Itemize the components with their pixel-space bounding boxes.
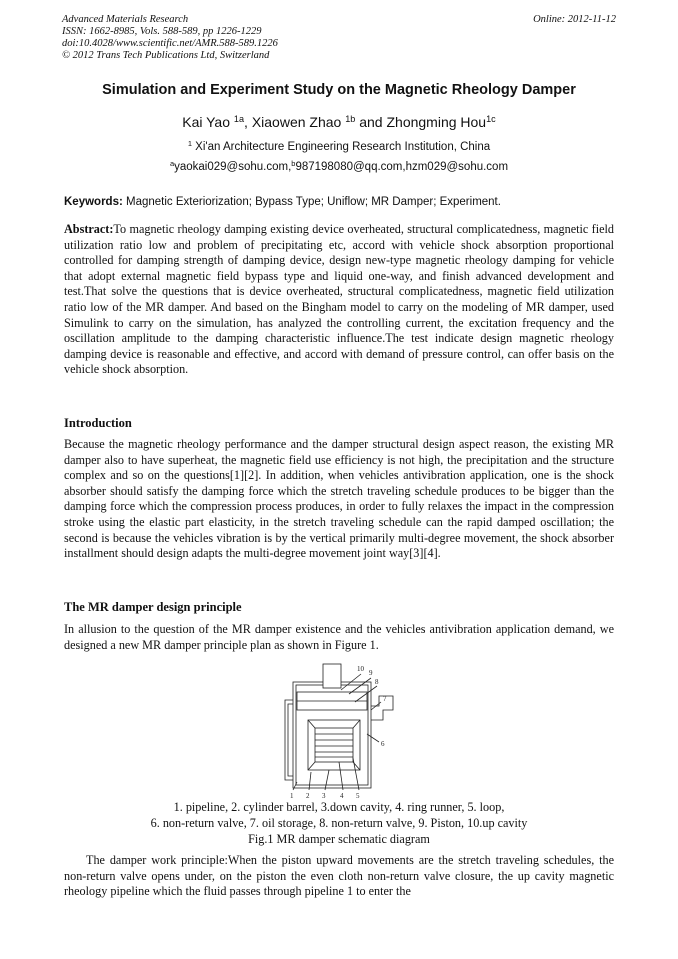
- email-line: [40, 158, 638, 173]
- figure-label: 5: [356, 792, 360, 800]
- piston-rod-shape: [323, 664, 341, 688]
- figure-label: 8: [375, 678, 379, 686]
- figure-label: 10: [357, 665, 364, 673]
- figure-label: 1: [290, 792, 294, 800]
- section-heading-introduction: Introduction: [64, 416, 132, 430]
- abstract: [64, 222, 614, 378]
- design-paragraph: In allusion to the question of the MR damper existence and the vehicles antivibration application demand, we designed a new MR damper principle plan as shown in Figure 1.: [64, 622, 614, 652]
- author-separator: and: [355, 114, 387, 130]
- author-separator: ,: [244, 114, 252, 130]
- figure-label: 2: [306, 792, 310, 800]
- author-name: Xiaowen Zhao: [251, 114, 342, 130]
- figure-label: 6: [381, 740, 385, 748]
- figure-label: 3: [322, 792, 326, 800]
- author-line: [40, 114, 638, 130]
- mr-damper-schematic-svg: [283, 662, 403, 800]
- paper-title: Simulation and Experiment Study on the Magnetic Rheology Damper: [102, 82, 576, 98]
- figure-label: 9: [369, 669, 373, 677]
- keywords: [64, 196, 616, 208]
- keywords-label: Keywords:: [64, 196, 123, 208]
- cylinder-barrel-shape: [293, 682, 371, 788]
- figure-legend-line-1: 1. pipeline, 2. cylinder barrel, 3.down cavity, 4. ring runner, 5. loop,: [173, 800, 505, 814]
- journal-header: [62, 14, 616, 62]
- copyright: © 2012 Trans Tech Publications Ltd, Switzerland: [62, 50, 270, 61]
- ring-runner-shape: [308, 720, 360, 770]
- pipeline-shape: [285, 700, 293, 780]
- email-address: 987198080@qq.com,hzm029@sohu.com: [295, 161, 509, 173]
- work-principle-paragraph: The damper work principle:When the piston upward movements are the stretch traveling schedules, the non-return valve opens under, on the piston the even cloth non-return valve closure, the up cavity magnetic rheology pipeline which the fluid passes through pipeline 1 to enter the: [64, 853, 614, 899]
- email-superscript: b: [291, 158, 296, 168]
- author-superscript: 1a: [233, 114, 245, 124]
- author-name: Kai Yao: [182, 114, 231, 130]
- author-superscript: 1b: [345, 114, 356, 124]
- email-superscript: a: [169, 158, 175, 168]
- section-heading-design-principle: The MR damper design principle: [64, 600, 242, 614]
- issn: ISSN: 1662-8985, Vols. 588-589, pp 1226-1229: [62, 26, 262, 37]
- figure-label: 7: [383, 695, 387, 703]
- figure-caption: Fig.1 MR damper schematic diagram: [248, 832, 430, 846]
- email-address: yaokai029@sohu.com,: [174, 161, 292, 173]
- introduction-paragraph: Because the magnetic rheology performance and the damper structural design aspect reason, the existing MR damper also to have superheat, the magnetic field use efficiency is not high, the precipitation and the structure complex and so on the questions[1][2]. In addition, when vehicles antivibration application, one is the shock absorber should satisfy the damping force which the stretch traveling schedule produces to be bigger than the damping force which the compression process produces, in order to fully relaxes the impact in the compression stroke using the elastic part elasticity, in the stretch traveling schedule can the rapid damped oscillation; the second is because the vehicles vibration is by the vertical primarily multi-degree movement, the shock absorber installment should design adapts the multi-degree movement joint way[3][4].: [64, 437, 614, 561]
- abstract-text: To magnetic rheology damping existing device overheated, structural complicatedness, magnetic field utilization ratio low and problem of precipitating etc, accord with vehicle shock absorption proportional controlled for damping strength of damping device, design new-type magnetic rheology damping for vehicle that adopt external magnetic field bypass type and liquid one-way, and finish advanced development and test.That solve the questions that is device overheated, structural complicatedness, magnetic field utilization ratio low of the MR damper. And based on the Bingham model to carry on the modeling of MR damper, used Simulink to carry on the simulation, has analyzed the controlling current, the excitation frequency and the oscillation amplitude to the damping characteristic influence.The test indicate design magnetic rheology damping device is reasonable and effective, and accord with demand of pressure control, can offer basis on the vehicle shock absorption.: [64, 222, 614, 377]
- keywords-text: Magnetic Exteriorization; Bypass Type; Uniflow; MR Damper; Experiment.: [122, 196, 501, 208]
- doi: doi:10.4028/www.scientific.net/AMR.588-589.1226: [62, 38, 278, 49]
- affiliation-text: Xi'an Architecture Engineering Research Institution, China: [191, 141, 491, 153]
- author-superscript: 1c: [486, 114, 496, 124]
- figure-legend-line-2: 6. non-return valve, 7. oil storage, 8. non-return valve, 9. Piston, 10.up cavity: [150, 816, 528, 830]
- oil-storage-shape: [371, 696, 393, 720]
- abstract-label: Abstract:: [64, 222, 114, 236]
- online-date: Online: 2012-11-12: [533, 14, 616, 25]
- figure-label: 4: [340, 792, 344, 800]
- mr-damper-diagram: [283, 662, 403, 800]
- affiliation-superscript: 1: [187, 138, 192, 148]
- journal-name: Advanced Materials Research: [62, 14, 189, 25]
- affiliation: [40, 138, 638, 153]
- author-name: Zhongming Hou: [386, 114, 487, 130]
